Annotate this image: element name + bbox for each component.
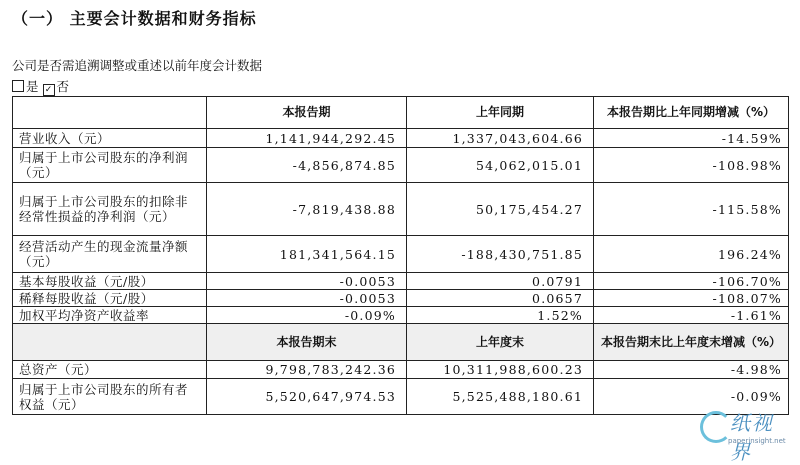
row-change: -115.58%: [594, 183, 789, 236]
row-change: 196.24%: [594, 236, 789, 273]
header-period-end: 本报告期末: [207, 324, 407, 361]
row-label: 归属于上市公司股东的扣除非经常性损益的净利润（元）: [13, 183, 207, 236]
header-blank: [13, 324, 207, 361]
row-prior: 0.0791: [407, 273, 594, 290]
row-prior: 54,062,015.01: [407, 148, 594, 183]
table-row: [13, 236, 789, 273]
checkbox-yes-icon: [12, 80, 24, 92]
table-row: [13, 129, 789, 148]
watermark: [700, 405, 792, 464]
table-header-row: [13, 97, 789, 129]
row-current: 1,141,944,292.45: [207, 129, 407, 148]
table-row: [13, 183, 789, 236]
header-change-year-end: 本报告期末比上年度末增减（%）: [594, 324, 789, 361]
row-change: -108.98%: [594, 148, 789, 183]
choice-yes-label: 是: [26, 79, 39, 94]
section-title: （一） 主要会计数据和财务指标: [12, 9, 257, 28]
row-label: 归属于上市公司股东的净利润（元）: [13, 148, 207, 183]
restatement-question: 公司是否需追溯调整或重述以前年度会计数据: [12, 58, 263, 73]
watermark-url: paperinsight.net: [728, 437, 786, 445]
restatement-choices: [12, 77, 69, 96]
row-label: 经营活动产生的现金流量净额（元）: [13, 236, 207, 273]
table-subheader-row: [13, 324, 789, 361]
row-label: 稀释每股收益（元/股）: [13, 290, 207, 307]
row-prior: 5,525,488,180.61: [407, 379, 594, 415]
table-row: [13, 290, 789, 307]
row-prior: 0.0657: [407, 290, 594, 307]
row-change: -0.09%: [594, 379, 789, 415]
table-row: [13, 148, 789, 183]
row-prior: 1,337,043,604.66: [407, 129, 594, 148]
row-current: -0.09%: [207, 307, 407, 324]
table-row: [13, 379, 789, 415]
row-label: 加权平均净资产收益率: [13, 307, 207, 324]
row-change: -4.98%: [594, 361, 789, 379]
row-current: -7,819,438.88: [207, 183, 407, 236]
header-blank: [13, 97, 207, 129]
row-change: -1.61%: [594, 307, 789, 324]
row-current: -0.0053: [207, 290, 407, 307]
row-current: -0.0053: [207, 273, 407, 290]
table-row: [13, 307, 789, 324]
watermark-text: 纸视界: [730, 411, 774, 464]
header-prior-year-end: 上年度末: [407, 324, 594, 361]
row-current: 9,798,783,242.36: [207, 361, 407, 379]
row-change: -106.70%: [594, 273, 789, 290]
row-prior: 1.52%: [407, 307, 594, 324]
table-row: [13, 361, 789, 379]
row-label: 归属于上市公司股东的所有者权益（元）: [13, 379, 207, 415]
table-row: [13, 273, 789, 290]
row-current: -4,856,874.85: [207, 148, 407, 183]
header-change: 本报告期比上年同期增减（%）: [594, 97, 789, 129]
row-current: 5,520,647,974.53: [207, 379, 407, 415]
checkbox-no-checked-icon: ✓: [43, 84, 55, 96]
row-change: -14.59%: [594, 129, 789, 148]
choice-no-label: 否: [56, 79, 70, 94]
financial-data-table: [12, 96, 789, 415]
row-prior: 10,311,988,600.23: [407, 361, 594, 379]
row-label: 营业收入（元）: [13, 129, 207, 148]
row-label: 总资产（元）: [13, 361, 207, 379]
header-current-period: 本报告期: [207, 97, 407, 129]
row-prior: 50,175,454.27: [407, 183, 594, 236]
row-label: 基本每股收益（元/股）: [13, 273, 207, 290]
header-prior-period: 上年同期: [407, 97, 594, 129]
row-change: -108.07%: [594, 290, 789, 307]
row-prior: -188,430,751.85: [407, 236, 594, 273]
row-current: 181,341,564.15: [207, 236, 407, 273]
